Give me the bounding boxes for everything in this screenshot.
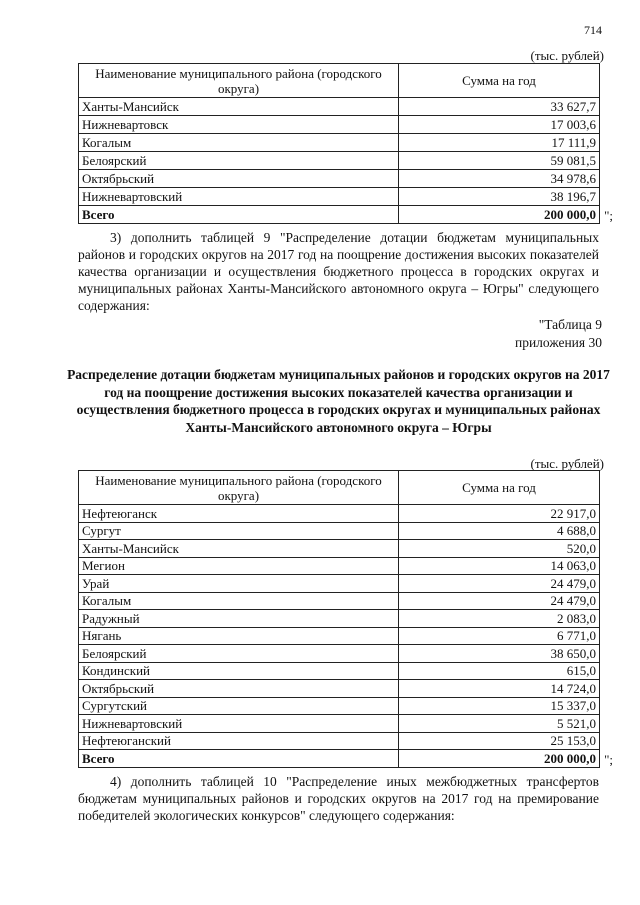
closing-quote: "; — [604, 208, 613, 223]
table-row — [79, 697, 600, 715]
district-sum: 4 688,0 — [399, 522, 600, 540]
units-label: (тыс. рублей) — [530, 456, 604, 471]
district-sum: 15 337,0 — [399, 697, 600, 715]
district-name: Мегион — [79, 557, 399, 575]
district-name: Урай — [79, 575, 399, 593]
district-name: Когалым — [79, 134, 399, 152]
district-sum: 520,0 — [399, 540, 600, 558]
table-row — [79, 732, 600, 750]
paragraph-3 — [78, 229, 599, 314]
district-name: Сургут — [79, 522, 399, 540]
district-name: Белоярский — [79, 152, 399, 170]
table-row — [79, 540, 600, 558]
district-name: Сургутский — [79, 697, 399, 715]
table-total-row — [79, 750, 600, 768]
table-row — [79, 152, 600, 170]
paragraph-3-text: 3) дополнить таблицей 9 "Распределение дотации бюджетам муниципальных районов и городских округов на 2017 год на поощрение достижения высоких показателей качества организации и осуществления бюджетного процесса в городских округах и муниципальных районах Ханты-Мансийского автономного округа – Югры" следующего содержания: — [78, 230, 599, 313]
district-sum: 59 081,5 — [399, 152, 600, 170]
district-sum: 5 521,0 — [399, 715, 600, 733]
table-row — [79, 715, 600, 733]
district-sum: 22 917,0 — [399, 505, 600, 523]
district-sum: 14 063,0 — [399, 557, 600, 575]
district-name: Нижневартовский — [79, 188, 399, 206]
paragraph-4 — [78, 773, 599, 824]
table-heading: Распределение дотации бюджетам муниципальных районов и городских округов на 2017 год на поощрение достижения высоких показателей качества организации и осуществления бюджетного процесса в городских округах и муниципальных районах Ханты-Мансийского автономного округа – Югры — [67, 367, 610, 435]
district-sum: 25 153,0 — [399, 732, 600, 750]
table-row — [79, 645, 600, 663]
table-row — [79, 170, 600, 188]
table-row — [79, 575, 600, 593]
district-sum: 2 083,0 — [399, 610, 600, 628]
table-row — [79, 134, 600, 152]
district-name: Нижневартовский — [79, 715, 399, 733]
district-name: Октябрьский — [79, 680, 399, 698]
table-header-row — [79, 64, 600, 98]
district-sum: 17 111,9 — [399, 134, 600, 152]
table-row — [79, 557, 600, 575]
column-header-sum: Сумма на год — [399, 64, 600, 98]
district-sum: 38 650,0 — [399, 645, 600, 663]
table-row — [79, 116, 600, 134]
units-label: (тыс. рублей) — [530, 48, 604, 63]
district-name: Когалым — [79, 592, 399, 610]
district-sum: 33 627,7 — [399, 98, 600, 116]
district-name: Ханты-Мансийск — [79, 98, 399, 116]
table-allocation-1 — [78, 63, 613, 224]
total-sum-value: 200 000,0 — [544, 207, 596, 222]
table-row — [79, 188, 600, 206]
column-header-name: Наименование муниципального района (городского округа) — [79, 471, 399, 505]
table-row — [79, 627, 600, 645]
paragraph-4-text: 4) дополнить таблицей 10 "Распределение иных межбюджетных трансфертов бюджетам муниципальных районов и городских округов на 2017 год на премирование победителей экологических конкурсов" следующего содержания: — [78, 774, 599, 823]
district-name: Белоярский — [79, 645, 399, 663]
district-name: Радужный — [79, 610, 399, 628]
district-sum: 34 978,6 — [399, 170, 600, 188]
total-label: Всего — [79, 750, 399, 768]
district-sum: 38 196,7 — [399, 188, 600, 206]
table-total-row — [79, 206, 600, 224]
total-label: Всего — [79, 206, 399, 224]
district-name: Кондинский — [79, 662, 399, 680]
district-sum: 17 003,6 — [399, 116, 600, 134]
total-sum — [399, 750, 613, 768]
column-header-name: Наименование муниципального района (городского округа) — [79, 64, 399, 98]
table-header-row — [79, 471, 600, 505]
district-sum: 6 771,0 — [399, 627, 600, 645]
table-row — [79, 592, 600, 610]
district-sum: 24 479,0 — [399, 592, 600, 610]
page-number: 714 — [584, 23, 602, 37]
table-row — [79, 610, 600, 628]
total-sum — [399, 206, 613, 224]
table-row — [79, 522, 600, 540]
district-name: Нефтеюганский — [79, 732, 399, 750]
column-header-sum: Сумма на год — [399, 471, 600, 505]
closing-quote: "; — [604, 751, 613, 767]
district-name: Ханты-Мансийск — [79, 540, 399, 558]
table-tag-number: "Таблица 9 — [538, 317, 602, 332]
district-name: Нефтеюганск — [79, 505, 399, 523]
district-name: Нягань — [79, 627, 399, 645]
district-name: Октябрьский — [79, 170, 399, 188]
district-name: Нижневартовск — [79, 116, 399, 134]
table-tag-appendix: приложения 30 — [514, 335, 602, 350]
table-row — [79, 98, 600, 116]
table-row — [79, 680, 600, 698]
table-row — [79, 505, 600, 523]
district-sum: 14 724,0 — [399, 680, 600, 698]
total-sum-value: 200 000,0 — [544, 750, 596, 766]
district-sum: 24 479,0 — [399, 575, 600, 593]
table-allocation-9 — [78, 470, 613, 768]
table-row — [79, 662, 600, 680]
district-sum: 615,0 — [399, 662, 600, 680]
